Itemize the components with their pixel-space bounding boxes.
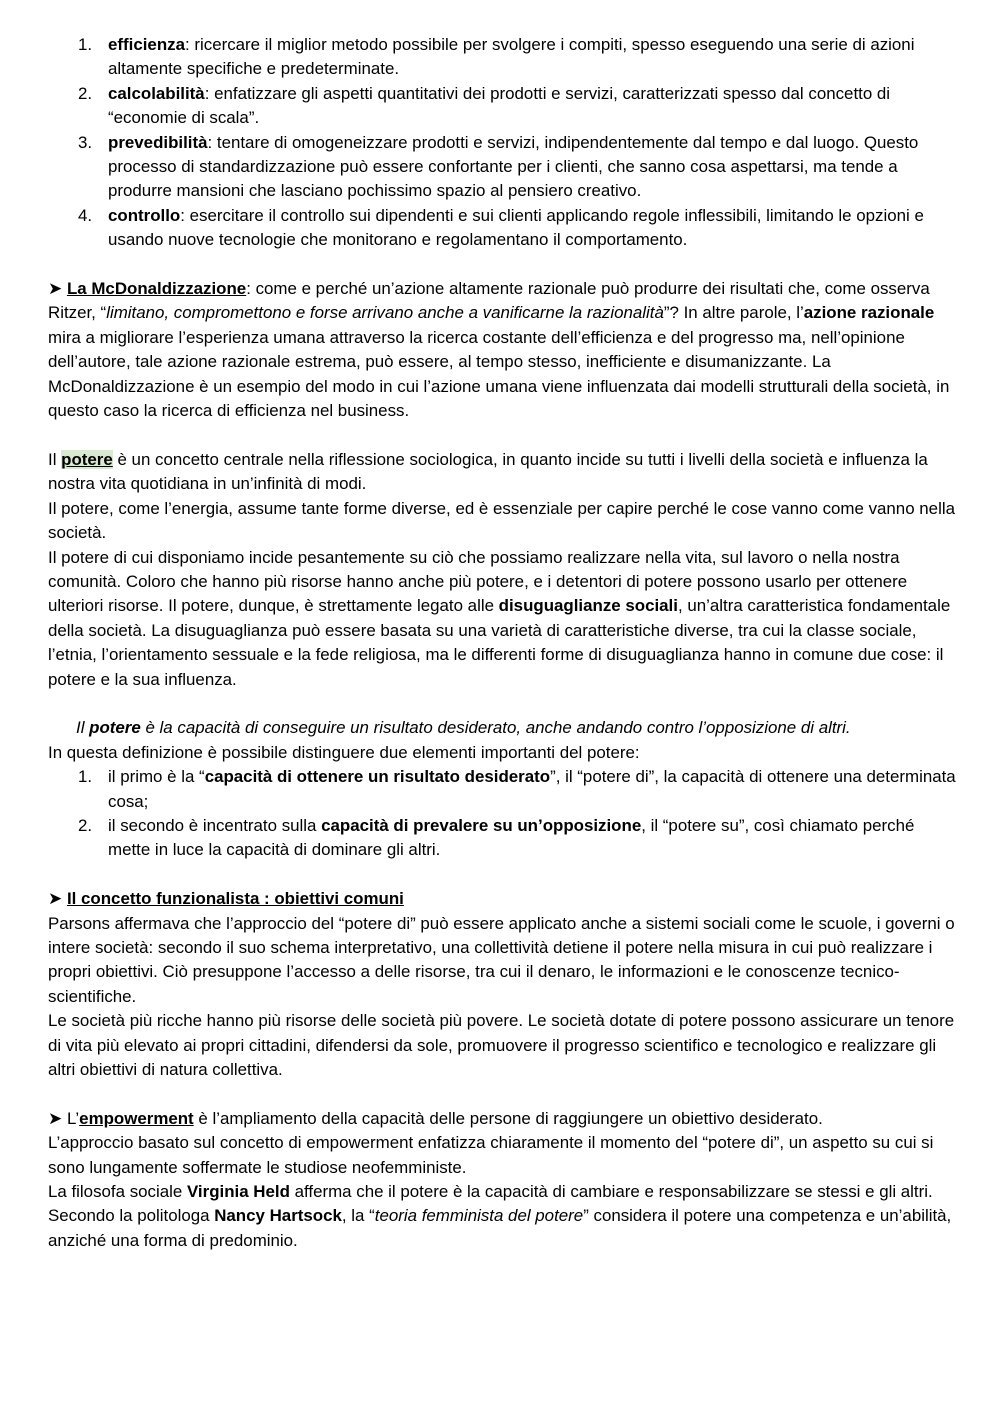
paragraph-text: afferma che il potere è la capacità di cambiare e responsabilizzare se stessi e gli altri. [289, 1182, 933, 1202]
document-page [48, 33, 958, 1253]
spacer [48, 253, 958, 277]
paragraph-text: : come e perché un’azione altamente razionale può produrre dei risultati che, come osserva Ritzer, “ [48, 279, 930, 323]
definition-text: Il [76, 718, 90, 738]
paragraph-text: Il [48, 449, 62, 469]
empowerment-paragraph-3 [48, 1180, 958, 1204]
list-term: controllo [108, 205, 181, 225]
section-heading: La McDonaldizzazione [66, 279, 247, 299]
definition-text: è la capacità di conseguire un risultato desiderato, anche andando contro l’opposizione di altri. [140, 718, 851, 738]
paragraph-text: L’ [62, 1108, 80, 1128]
section-heading: Il concetto funzionalista : obiettivi comuni [66, 889, 404, 909]
empowerment-paragraph-1 [48, 1107, 958, 1131]
spacer [48, 1082, 958, 1106]
list-number: 4. [78, 205, 93, 225]
functionalist-heading-line [48, 887, 958, 911]
person-name: Virginia Held [186, 1182, 290, 1202]
bold-term: potere [89, 718, 141, 738]
person-name: Nancy Hartsock [214, 1206, 342, 1226]
list-text: il secondo è incentrato sulla [108, 815, 322, 835]
list-term: prevedibilità [108, 132, 208, 152]
list-text: : tentare di omogeneizzare prodotti e servizi, indipendentemente dal tempo e dal luogo. Questo processo di standardizzazione può essere confortante per i clienti, che sanno cosa aspettarsi, ma tende a produrre mansioni che lasciano pochissimo spazio al pensiero creativo. [108, 132, 919, 201]
list-number: 2. [78, 815, 93, 835]
list-text: : esercitare il controllo sui dipendenti e sui clienti applicando regole inflessibili, limitando le opzioni e usando nuove tecnologie che monitorano e regolamentano il comportamento. [108, 205, 924, 250]
list-term: efficienza [108, 35, 185, 54]
bold-term: disuguaglianze sociali [498, 596, 678, 616]
list-item [48, 131, 958, 204]
paragraph-text: ” considera il potere una competenza e un’abilità, anziché una forma di predominio. [48, 1206, 952, 1250]
power-elements-list [48, 765, 958, 863]
list-text: : enfatizzare gli aspetti quantitativi dei prodotti e servizi, caratterizzati spesso dal concetto di “economie di scala”. [108, 83, 891, 128]
empowerment-paragraph-4 [48, 1204, 958, 1253]
mcdonaldization-paragraph [48, 277, 958, 423]
spacer [48, 692, 958, 716]
list-text: : ricercare il miglior metodo possibile per svolgere i compiti, spesso eseguendo una serie di azioni altamente specifiche e predeterminate. [108, 35, 915, 79]
spacer [48, 863, 958, 887]
list-item [48, 765, 958, 814]
bold-term: azione razionale [803, 303, 935, 323]
paragraph-text: , un’altra caratteristica fondamentale della società. La disuguaglianza può essere basata su una varietà di caratteristiche diverse, tra cui la classe sociale, l’etnia, l’orientamento sessuale e la fede religiosa, ma le differenti forme di disuguaglianza hanno in comune due cose: il potere e la sua influenza. [48, 596, 951, 689]
power-paragraph-1 [48, 448, 958, 497]
arrow-bullet-icon: ➤ [48, 279, 63, 299]
power-paragraph-3 [48, 546, 958, 692]
list-number: 3. [78, 132, 93, 152]
arrow-bullet-icon: ➤ [48, 889, 63, 909]
list-item [48, 814, 958, 863]
paragraph-text: Il potere di cui disponiamo incide pesantemente su ciò che possiamo realizzare nella vita, sul lavoro o nella nostra comunità. Coloro che hanno più risorse hanno anche più potere, e i detentori di potere possono usarlo per ottenere ulteriori risorse. Il potere, dunque, è strettamente legato alle [48, 547, 908, 616]
mcdonaldization-principles-list [48, 33, 958, 253]
functionalist-paragraph-1: Parsons affermava che l’approccio del “potere di” può essere applicato anche a sistemi sociali come le scuole, i governi o intere società: secondo il suo schema interpretativo, una collettività detiene il potere nella misura in cui può realizzare i propri obiettivi. Ciò presuppone l’accesso a delle risorse, tra cui il denaro, le informazioni e le conoscenze tecnico-scientifiche. [48, 913, 955, 1006]
list-text: ”, il “potere di”, la capacità di ottenere una determinata cosa; [108, 767, 956, 811]
highlighted-term: potere [61, 449, 113, 469]
ritzer-quote: limitano, compromettono e forse arrivano anche a vanificarne la razionalità [106, 303, 664, 323]
list-number: 1. [78, 767, 93, 787]
list-number: 1. [78, 35, 93, 54]
list-item [48, 33, 958, 82]
spacer [48, 423, 958, 447]
power-definition [48, 716, 958, 740]
theory-title: teoria femminista del potere [374, 1206, 584, 1226]
arrow-bullet-icon: ➤ [48, 1108, 63, 1128]
bold-term: capacità di ottenere un risultato desiderato [204, 767, 551, 787]
empowerment-paragraph-2: L’approccio basato sul concetto di empowerment enfatizza chiaramente il momento del “potere di”, un aspetto su cui si sono lungamente soffermate le studiose neofemministe. [48, 1133, 934, 1177]
list-text: , il “potere su”, così chiamato perché mette in luce la capacità di dominare gli altri. [108, 815, 915, 860]
list-item [48, 204, 958, 253]
paragraph-text: ”? In altre parole, l’ [663, 303, 804, 323]
list-term: calcolabilità [108, 83, 205, 103]
power-paragraph-2: Il potere, come l’energia, assume tante forme diverse, ed è essenziale per capire perché le cose vanno come vanno nella società. [48, 498, 955, 543]
paragraph-text: , la “ [341, 1206, 375, 1226]
list-text: il primo è la “ [108, 767, 205, 787]
paragraph-text: mira a migliorare l’esperienza umana attraverso la ricerca costante dell’efficienza e del progresso ma, nell’opinione dell’autore, tale azione razionale estrema, può essere, al tempo stesso, inefficiente e disumanizzante. La McDonaldizzazione è un esempio del modo in cui l’azione umana viene influenzata dai modelli strutturali della società, in questo caso la ricerca di efficienza nel business. [48, 327, 950, 421]
paragraph-text: Secondo la politologa [48, 1206, 215, 1226]
functionalist-paragraph-2: Le società più ricche hanno più risorse delle società più povere. Le società dotate di potere possono assicurare un tenore di vita più elevato ai propri cittadini, difendersi da sole, promuovere il progresso scientifico e tecnologico e realizzare gli altri obiettivi di natura collettiva. [48, 1011, 955, 1079]
bold-term: capacità di prevalere su un’opposizione [321, 815, 642, 835]
paragraph-text: è l’ampliamento della capacità delle persone di raggiungere un obiettivo desiderato. [193, 1108, 823, 1128]
section-heading: empowerment [79, 1108, 194, 1128]
definition-intro: In questa definizione è possibile distinguere due elementi importanti del potere: [48, 742, 640, 762]
list-number: 2. [78, 83, 93, 103]
paragraph-text: è un concetto centrale nella riflessione sociologica, in quanto incide su tutti i livelli della società e influenza la nostra vita quotidiana in un’infinità di modi. [48, 449, 928, 494]
paragraph-text: La filosofa sociale [48, 1182, 187, 1202]
list-item [48, 82, 958, 131]
